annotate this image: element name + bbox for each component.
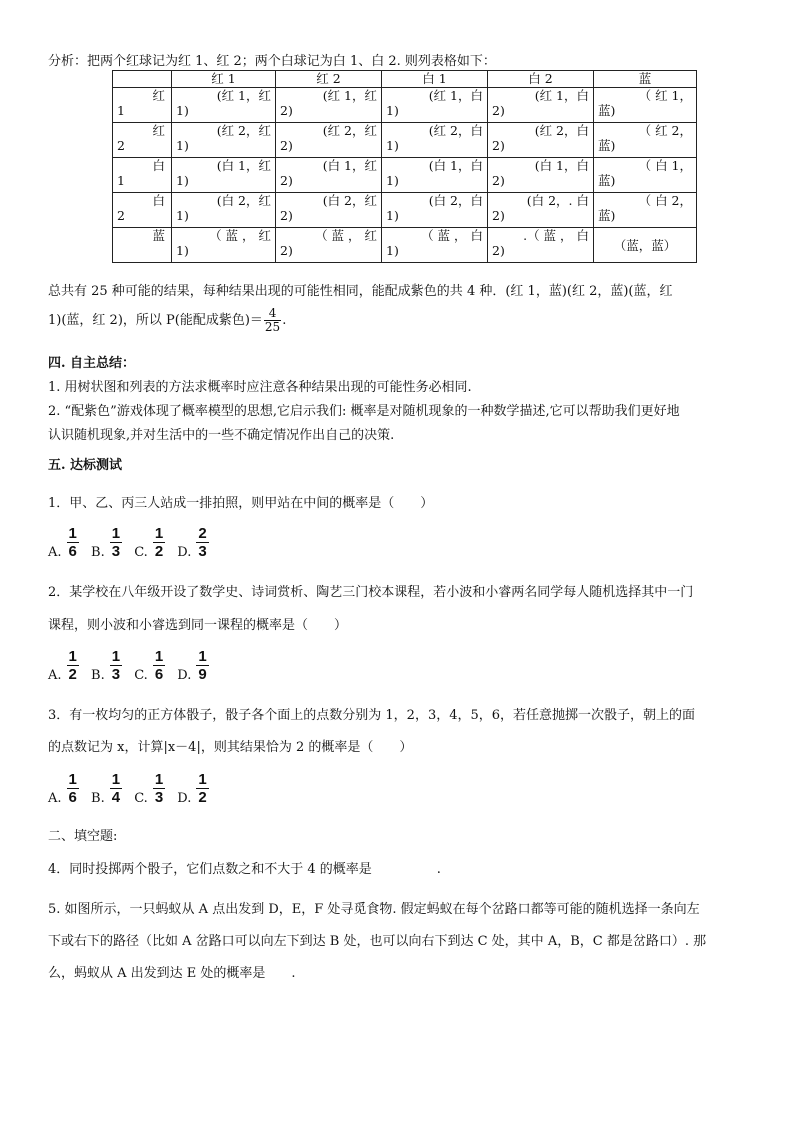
option-a: A. $\frac{1}{6}$	[48, 771, 77, 806]
table-cell: (白 1，红 1)	[172, 158, 276, 193]
outcome-table	[112, 70, 697, 263]
q1-options	[48, 523, 217, 560]
row-header: 白 2	[113, 193, 172, 228]
question-5a: 5. 如图所示，一只蚂蚁从 A 点出发到 D，E，F 处寻觅食物. 假定蚂蚁在每个岔路口都等可能的随机选择一条向左	[48, 902, 700, 917]
table-row	[113, 158, 697, 193]
row-header: 红 1	[113, 88, 172, 123]
table-header-cell: 白 1	[382, 71, 488, 88]
table-cell: (红 1，红 1)	[172, 88, 276, 123]
table-cell: (红 1，白 2)	[488, 88, 594, 123]
table-header-cell: 红 2	[276, 71, 382, 88]
test-title: 五. 达标测试	[48, 458, 123, 473]
question-2b: 课程，则小波和小睿选到同一课程的概率是（ ）	[48, 618, 348, 633]
option-d: D. $\frac{2}{3}$	[177, 525, 207, 560]
row-header: 蓝	[113, 228, 172, 263]
table-cell: (红 2，红 1)	[172, 123, 276, 158]
table-header-cell	[113, 71, 172, 88]
question-5b: 下或右下的路径（比如 A 岔路口可以向左下到达 B 处，也可以向右下到达 C 处，其中 A，B，C 都是岔路口）. 那	[48, 934, 707, 949]
table-row	[113, 88, 697, 123]
table-cell: （ 红 2， 蓝)	[594, 123, 697, 158]
fill-in-title: 二、填空题:	[48, 829, 118, 844]
option-b: B. $\frac{1}{4}$	[91, 771, 121, 806]
table-header-cell: 白 2	[488, 71, 594, 88]
question-4: 4．同时投掷两个骰子，它们点数之和不大于 4 的概率是 .	[48, 862, 441, 877]
table-cell: .（ 蓝 ， 白 2)	[488, 228, 594, 263]
conclusion-line-2: 1)(蓝，红 2)，所以 P(能配成紫色)＝ $\frac{4}{25}$ .	[48, 306, 287, 334]
table-cell: (红 2，白 1)	[382, 123, 488, 158]
table-cell: (白 1，白 1)	[382, 158, 488, 193]
option-a: A. $\frac{1}{6}$	[48, 525, 77, 560]
table-cell: （ 白 1， 蓝)	[594, 158, 697, 193]
table-cell: (白 1，白 2)	[488, 158, 594, 193]
option-b: B. $\frac{1}{3}$	[91, 648, 121, 683]
table-row	[113, 123, 697, 158]
row-header: 白 1	[113, 158, 172, 193]
table-header-cell: 蓝	[594, 71, 697, 88]
conclusion-line-1: 总共有 25 种可能的结果，每种结果出现的可能性相同，能配成紫色的共 4 种．(红 1，蓝)(红 2，蓝)(蓝，红	[48, 284, 673, 299]
question-3a: 3．有一枚均匀的正方体骰子，骰子各个面上的点数分别为 1，2，3，4，5，6，若任意抛掷一次骰子，朝上的面	[48, 708, 696, 723]
option-a: A. $\frac{1}{2}$	[48, 648, 77, 683]
option-d: D. $\frac{1}{9}$	[177, 648, 207, 683]
table-cell: （ 红 1， 蓝)	[594, 88, 697, 123]
analysis-intro: 分析：把两个红球记为红 1、红 2；两个白球记为白 1、白 2. 则列表格如下：	[48, 54, 496, 69]
summary-item-2b: 认识随机现象,并对生活中的一些不确定情况作出自己的决策.	[48, 428, 395, 443]
table-cell: （蓝，蓝）	[594, 228, 697, 263]
table-cell: (白 2，白 1)	[382, 193, 488, 228]
table-cell: (红 2，白 2)	[488, 123, 594, 158]
table-cell: （ 白 2， 蓝)	[594, 193, 697, 228]
table-cell: (白 2，. 白 2)	[488, 193, 594, 228]
table-row	[113, 228, 697, 263]
q3-options	[48, 769, 217, 806]
option-c: C. $\frac{1}{3}$	[134, 771, 164, 806]
table-row	[113, 193, 697, 228]
table-cell: (白 2，红 2)	[276, 193, 382, 228]
table-cell: （ 蓝 ， 白 1)	[382, 228, 488, 263]
option-c: C. $\frac{1}{2}$	[134, 525, 164, 560]
table-cell: (白 2，红 1)	[172, 193, 276, 228]
summary-title: 四. 自主总结：	[48, 356, 136, 371]
question-1: 1．甲、乙、丙三人站成一排拍照，则甲站在中间的概率是（ ）	[48, 496, 434, 511]
question-2a: 2．某学校在八年级开设了数学史、诗词赏析、陶艺三门校本课程，若小波和小睿两名同学每人随机选择其中一门	[48, 585, 694, 600]
table-cell: (红 2，红 2)	[276, 123, 382, 158]
summary-item-2a: 2. “配紫色”游戏体现了概率模型的思想,它启示我们: 概率是对随机现象的一种数学描述,它可以帮助我们更好地	[48, 404, 680, 419]
table-cell: （ 蓝 ， 红 1)	[172, 228, 276, 263]
table-cell: (白 1，红 2)	[276, 158, 382, 193]
q2-options	[48, 646, 217, 683]
summary-item-1: 1. 用树状图和列表的方法求概率时应注意各种结果出现的可能性务必相同.	[48, 380, 472, 395]
option-d: D. $\frac{1}{2}$	[177, 771, 207, 806]
table-cell: (红 1，红 2)	[276, 88, 382, 123]
table-cell: (红 1，白 1)	[382, 88, 488, 123]
table-cell: （ 蓝 ， 红 2)	[276, 228, 382, 263]
table-header-row	[113, 71, 697, 88]
option-c: C. $\frac{1}{6}$	[134, 648, 164, 683]
table-header-cell: 红 1	[172, 71, 276, 88]
question-5c: 么，蚂蚁从 A 出发到达 E 处的概率是 .	[48, 966, 296, 981]
question-3b: 的点数记为 x，计算|x－4|，则其结果恰为 2 的概率是（ ）	[48, 740, 413, 755]
option-b: B. $\frac{1}{3}$	[91, 525, 121, 560]
row-header: 红 2	[113, 123, 172, 158]
probability-fraction: $\frac{4}{25}$	[264, 306, 281, 334]
